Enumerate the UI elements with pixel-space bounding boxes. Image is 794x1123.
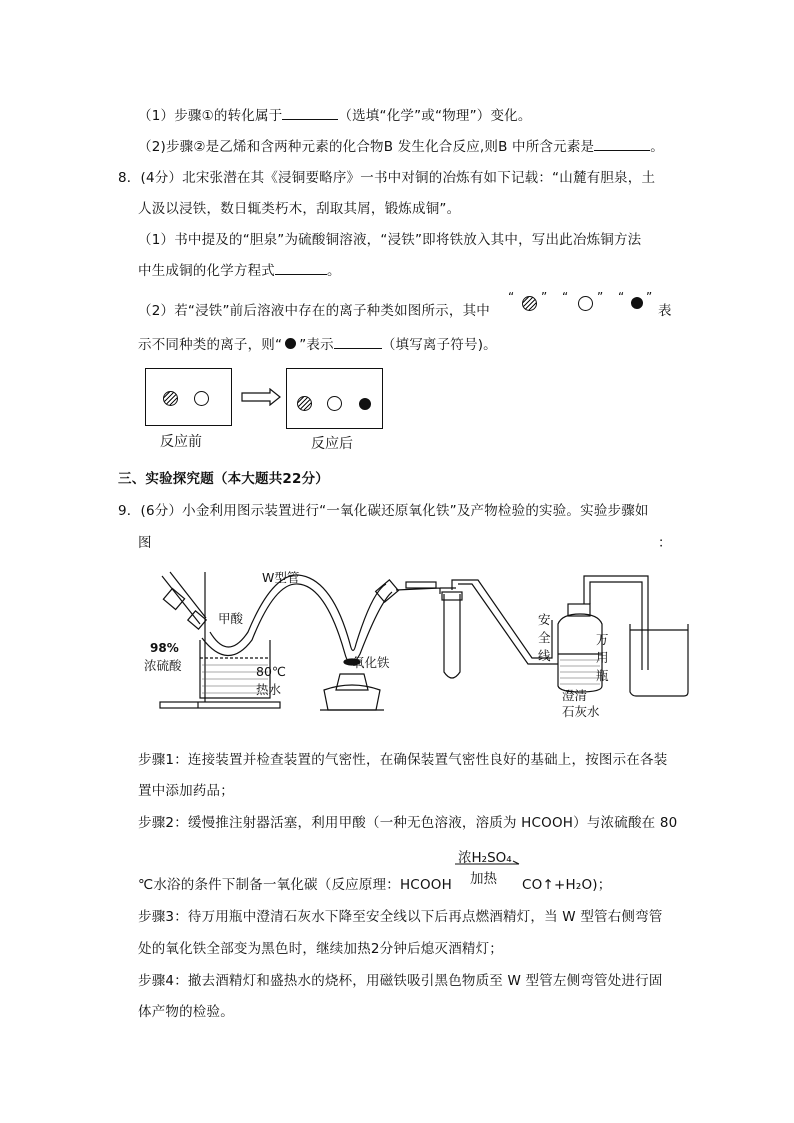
step3-line2: 处的氧化铁全部变为黑色时，继续加热2分钟后熄灭酒精灯； bbox=[138, 941, 503, 957]
q7-part1: （1）步骤①的转化属于 （选填“化学”或“物理”）变化。 bbox=[138, 104, 532, 124]
reaction-condition-top: 浓H₂SO₄ bbox=[458, 850, 512, 866]
section-title: 三、实验探究题（本大题共22分） bbox=[118, 471, 329, 487]
q9-stem: 9．(6分）小金利用图示装置进行“一氧化碳还原氧化铁”及产物检验的实验。实验步骤如 bbox=[118, 503, 649, 519]
step1-line2: 置中添加药品； bbox=[138, 783, 234, 799]
solid-ion-icon bbox=[631, 297, 643, 309]
step1-line1: 步骤1：连接装置并检查装置的气密性，在确保装置气密性良好的基础上，按图示在各装 bbox=[138, 752, 668, 768]
label-percent: 98% bbox=[150, 641, 179, 655]
hatched-ion-icon bbox=[297, 396, 312, 411]
label-hot-water: 热水 bbox=[256, 682, 282, 697]
q9-stem-tail: ： bbox=[658, 535, 672, 551]
q8-stem: 8．(4分）北宋张潜在其《浸铜要略序》一书中对铜的冶炼有如下记载：“山麓有胆泉，土 bbox=[118, 170, 656, 186]
label-sulfuric-acid: 浓硫酸 bbox=[144, 658, 182, 673]
q7-answer-blank-1[interactable] bbox=[282, 105, 338, 120]
label-w-tube: W型管 bbox=[262, 570, 300, 585]
step2-line2: ℃水浴的条件下制备一氧化碳（反应原理：HCOOH bbox=[138, 877, 452, 893]
q8-part1-cont: 中生成铜的化学方程式 。 bbox=[138, 259, 341, 279]
q9-stem-cont: 图 bbox=[138, 535, 152, 551]
apparatus-diagram bbox=[140, 562, 700, 732]
reaction-arrow-icon bbox=[240, 388, 282, 406]
step4-line1: 步骤4：撤去酒精灯和盛热水的烧杯，用磁铁吸引黑色物质至 W 型管左侧弯管处进行固 bbox=[138, 973, 663, 989]
after-reaction-box bbox=[286, 368, 383, 429]
q8-answer-blank-1[interactable] bbox=[275, 260, 327, 275]
label-bottle-2: 用 bbox=[596, 650, 609, 665]
q8-part2-cont: 示不同种类的离子，则“ ”表示 （填写离子符号)。 bbox=[138, 333, 497, 353]
label-safety-line-2: 全 bbox=[538, 630, 551, 645]
q7-part2: （2)步骤②是乙烯和含两种元素的化合物B 发生化合反应,则B 中所含元素是 。 bbox=[138, 135, 664, 155]
caption-before: 反应前 bbox=[160, 434, 202, 450]
label-bottle-1: 万 bbox=[596, 632, 609, 647]
label-safety-line-3: 线 bbox=[538, 648, 551, 663]
hollow-ion-icon bbox=[194, 391, 209, 406]
solid-ion-icon bbox=[359, 398, 371, 410]
label-safety-line-1: 安 bbox=[538, 612, 551, 627]
solid-ion-icon bbox=[285, 338, 296, 349]
hollow-ion-icon bbox=[327, 396, 342, 411]
label-temperature: 80℃ bbox=[256, 664, 286, 679]
before-reaction-box bbox=[145, 368, 232, 426]
step4-line2: 体产物的检验。 bbox=[138, 1004, 234, 1020]
label-limewater-1: 澄清 bbox=[562, 688, 588, 703]
step3-line1: 步骤3：待万用瓶中澄清石灰水下降至安全线以下后再点燃酒精灯，当 W 型管右侧弯管 bbox=[138, 909, 663, 925]
label-formic-acid: 甲酸 bbox=[218, 611, 244, 626]
label-iron-oxide: 氧化铁 bbox=[352, 655, 390, 670]
q8-part2: （2）若“浸铁”前后溶液中存在的离子种类如图所示，其中 bbox=[138, 303, 490, 319]
hatched-ion-icon bbox=[163, 391, 178, 406]
q7-answer-blank-2[interactable] bbox=[594, 136, 650, 151]
q8-stem-cont: 人汲以浸铁，数日辄类朽木，刮取其屑，锻炼成铜”。 bbox=[138, 201, 461, 217]
caption-after: 反应后 bbox=[311, 436, 353, 452]
label-limewater-2: 石灰水 bbox=[562, 704, 600, 719]
q8-part1: （1）书中提及的“胆泉”为硫酸铜溶液，“浸铁”即将铁放入其中，写出此冶炼铜方法 bbox=[138, 232, 642, 248]
reaction-condition-bottom: 加热 bbox=[470, 871, 497, 887]
hatched-ion-icon bbox=[522, 296, 537, 311]
label-bottle-3: 瓶 bbox=[596, 668, 609, 683]
q8-answer-blank-2[interactable] bbox=[334, 334, 382, 349]
hollow-ion-icon bbox=[578, 296, 593, 311]
step2-products: CO↑+H₂O)； bbox=[522, 877, 612, 893]
q8-part2-tail: 表 bbox=[658, 303, 672, 319]
step2-line1: 步骤2：缓慢推注射器活塞，利用甲酸（一种无色溶液，溶质为 HCOOH）与浓硫酸在 80 bbox=[138, 815, 678, 831]
